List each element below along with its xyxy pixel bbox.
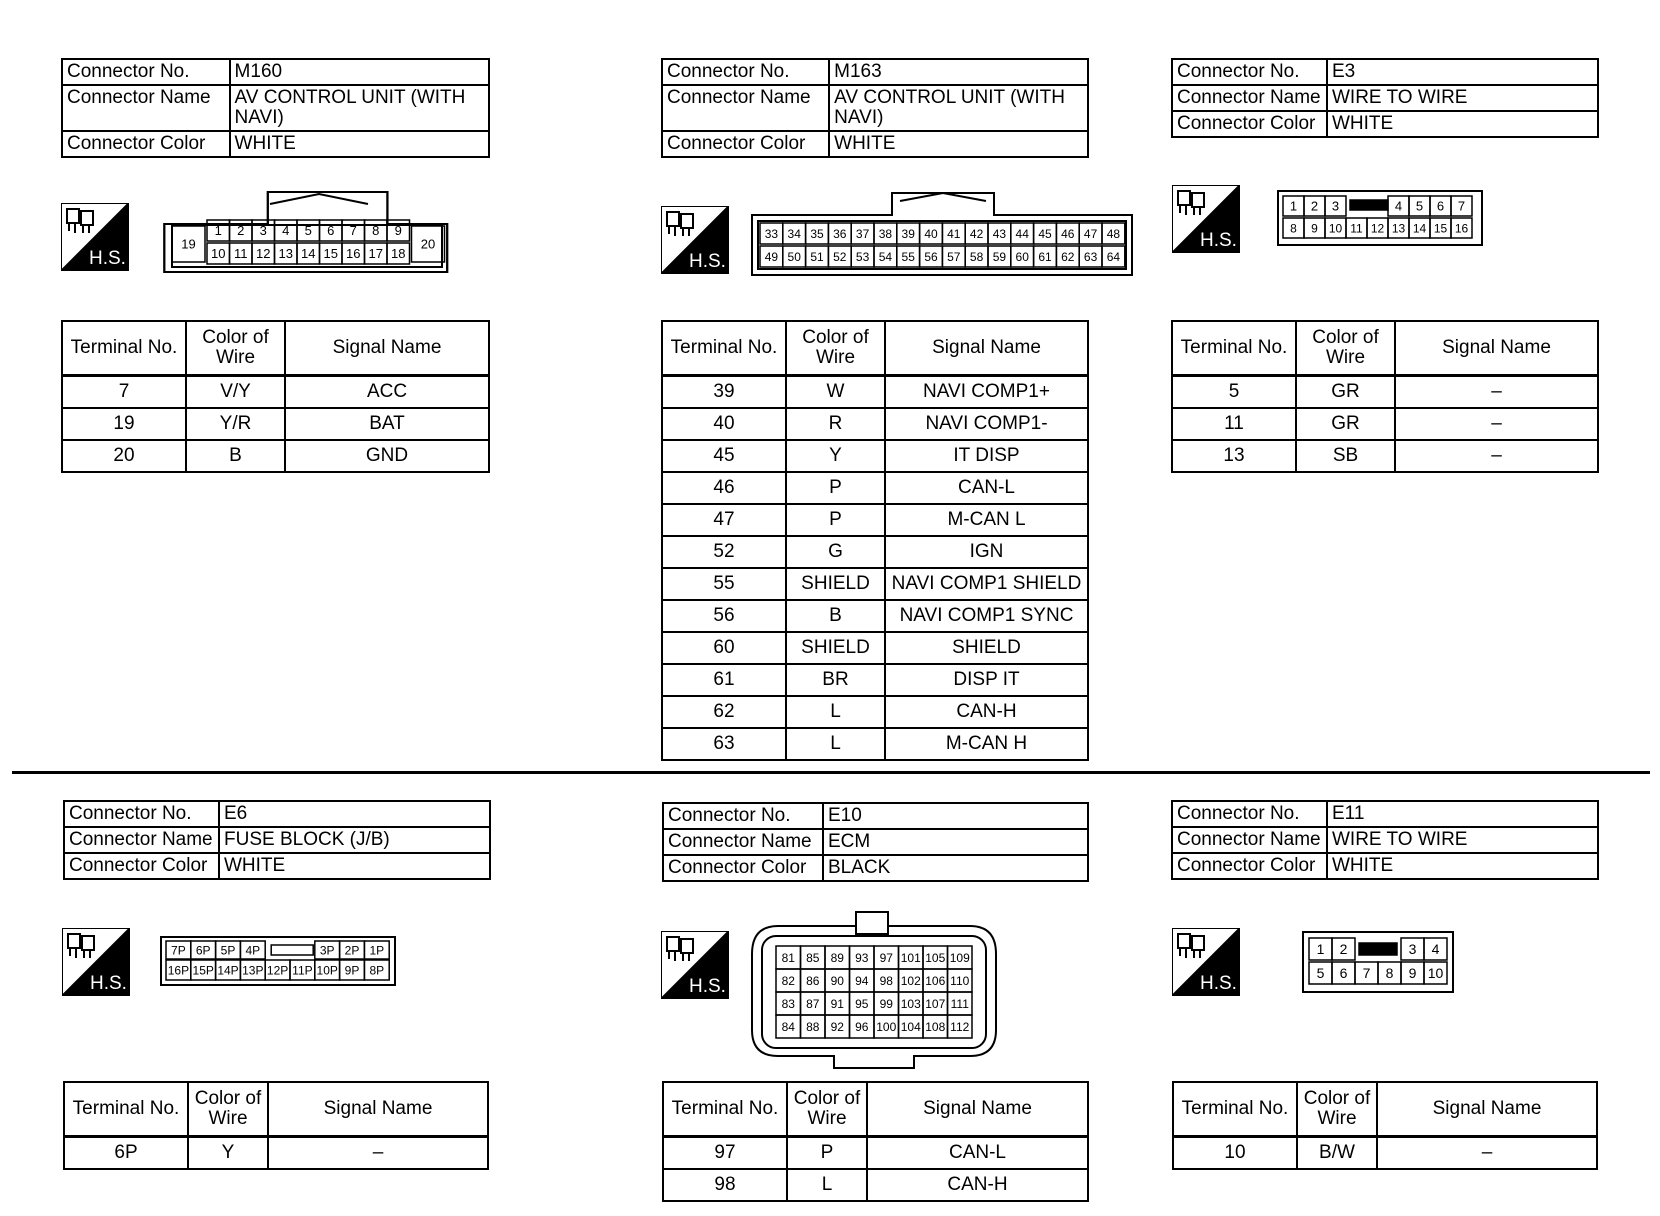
pin-label: 6 <box>1436 198 1445 214</box>
pin-label: 9 <box>394 223 402 239</box>
table-row: 7 V/Y ACC <box>62 376 489 409</box>
pin-label: 101 <box>900 950 921 965</box>
pin-label: 15 <box>323 246 338 262</box>
table-row: 62 L CAN-H <box>662 696 1088 728</box>
pin-label: 94 <box>855 973 869 988</box>
pin-label: 19 <box>181 236 196 252</box>
terminal-table-m163 <box>661 320 1089 761</box>
pin-label: 112 <box>950 1019 970 1034</box>
table-row: 55 SHIELD NAVI COMP1 SHIELD <box>662 568 1088 600</box>
pin-label: 88 <box>806 1019 820 1034</box>
pin-label: 43 <box>992 226 1007 241</box>
connector-color-label: Connector Color <box>62 131 230 157</box>
terminal-table-e11 <box>1172 1081 1598 1170</box>
connector-info-e10 <box>662 802 1089 882</box>
pin-label: 16P <box>167 963 190 978</box>
terminal-no-header: Terminal No. <box>1173 1082 1297 1137</box>
terminal-table-e10 <box>662 1081 1089 1202</box>
pin-label: 105 <box>925 950 946 965</box>
pin-label: 8P <box>369 963 385 978</box>
table-row: 47 P M-CAN L <box>662 504 1088 536</box>
signal-name-header: Signal Name <box>1377 1082 1597 1137</box>
pin-label: 99 <box>879 996 893 1011</box>
pin-label: 61 <box>1038 249 1052 264</box>
pin-label: 5P <box>220 943 236 958</box>
pin-label: 96 <box>855 1019 869 1034</box>
table-row: 46 P CAN-L <box>662 472 1088 504</box>
connector-name-value: ECM <box>823 829 1088 855</box>
pin-label: 7 <box>349 223 357 239</box>
connector-no-label: Connector No. <box>1172 801 1327 827</box>
terminal-table-m160 <box>61 320 490 473</box>
pin-label: 81 <box>781 950 795 965</box>
pin-label: 1 <box>1289 198 1298 214</box>
table-row: 56 B NAVI COMP1 SYNC <box>662 600 1088 632</box>
pin-label: 56 <box>924 249 938 264</box>
pin-label: 92 <box>830 1019 844 1034</box>
pin-label: 106 <box>925 973 946 988</box>
connector-face-m160 <box>162 190 452 275</box>
table-row: 13 SB – <box>1172 440 1598 472</box>
pin-label: 15 <box>1433 221 1448 236</box>
pin-label: 93 <box>855 950 869 965</box>
connector-color-value: BLACK <box>823 855 1088 881</box>
pin-label: 4P <box>245 943 261 958</box>
pin-label: 82 <box>781 973 795 988</box>
pin-label: 49 <box>764 249 779 264</box>
connector-no-label: Connector No. <box>662 59 829 85</box>
pin-label: 100 <box>876 1019 897 1034</box>
signal-name-header: Signal Name <box>885 321 1088 376</box>
table-row: 97 P CAN-L <box>663 1137 1088 1170</box>
pin-label: 10P <box>316 963 338 978</box>
pin-label: 12P <box>266 963 289 978</box>
pin-label: 104 <box>900 1019 921 1034</box>
connector-key <box>271 945 313 955</box>
connector-name-label: Connector Name <box>662 85 829 131</box>
pin-label: 14 <box>301 246 316 262</box>
connector-name-value: WIRE TO WIRE <box>1327 827 1598 853</box>
connector-info-e11 <box>1171 800 1599 880</box>
connector-face-e10 <box>748 910 1000 1070</box>
connector-name-value: AV CONTROL UNIT (WITH NAVI) <box>230 85 489 131</box>
connector-color-label: Connector Color <box>1172 853 1327 879</box>
table-row: 5 GR – <box>1172 376 1598 409</box>
pin-label: 54 <box>878 249 893 264</box>
pin-label: 6 <box>327 223 335 239</box>
terminal-no-header: Terminal No. <box>663 1082 787 1137</box>
pin-label: 8 <box>372 223 380 239</box>
pin-label: 48 <box>1106 226 1121 241</box>
connector-color-label: Connector Color <box>64 853 219 879</box>
table-row: 39 W NAVI COMP1+ <box>662 376 1088 409</box>
connector-no-value: M160 <box>230 59 489 85</box>
pin-label: 51 <box>810 249 824 264</box>
connector-no-label: Connector No. <box>1172 59 1327 85</box>
connector-name-value: AV CONTROL UNIT (WITH NAVI) <box>829 85 1088 131</box>
pin-label: 2 <box>237 223 245 239</box>
connector-no-label: Connector No. <box>62 59 230 85</box>
wire-color-header: Color of Wire <box>787 1082 867 1137</box>
pin-label: 55 <box>901 249 915 264</box>
table-row: 45 Y IT DISP <box>662 440 1088 472</box>
connector-key <box>1350 200 1388 210</box>
pin-label: 7P <box>171 943 186 958</box>
signal-name-header: Signal Name <box>1395 321 1598 376</box>
harness-side-icon <box>661 931 729 999</box>
pin-label: 1P <box>369 943 385 958</box>
pin-label: 16 <box>1454 221 1469 236</box>
harness-side-icon <box>62 928 130 996</box>
connector-name-label: Connector Name <box>1172 85 1327 111</box>
pin-label: 6P <box>195 943 211 958</box>
connector-no-label: Connector No. <box>663 803 823 829</box>
pin-label: 3 <box>1408 941 1417 958</box>
signal-name-header: Signal Name <box>867 1082 1088 1137</box>
table-row: 60 SHIELD SHIELD <box>662 632 1088 664</box>
connector-info-m163 <box>661 58 1089 158</box>
wire-color-header: Color of Wire <box>186 321 285 376</box>
connector-color-value: WHITE <box>1327 111 1598 137</box>
pin-label: 6 <box>1339 965 1348 982</box>
pin-label: 11 <box>234 246 248 262</box>
pin-label: 34 <box>787 226 801 241</box>
pin-label: 59 <box>992 249 1007 264</box>
pin-label: 2P <box>344 943 360 958</box>
connector-name-label: Connector Name <box>62 85 230 131</box>
connector-name-label: Connector Name <box>663 829 823 855</box>
pin-label: 38 <box>878 226 893 241</box>
pin-label: 90 <box>830 973 844 988</box>
pin-label: 62 <box>1061 249 1075 264</box>
pin-label: 3 <box>1331 198 1340 214</box>
pin-label: 3 <box>259 223 267 239</box>
section-divider <box>12 771 1650 774</box>
pin-label: 12 <box>256 246 271 262</box>
connector-color-label: Connector Color <box>1172 111 1327 137</box>
connector-face-e3 <box>1277 190 1483 246</box>
pin-label: 15P <box>192 963 214 978</box>
pin-label: 1 <box>214 223 222 239</box>
table-row: 40 R NAVI COMP1- <box>662 408 1088 440</box>
pin-label: 39 <box>901 226 915 241</box>
pin-label: 5 <box>1316 965 1325 982</box>
pin-label: 2 <box>1339 941 1348 958</box>
terminal-no-header: Terminal No. <box>64 1082 188 1137</box>
table-row: 20 B GND <box>62 440 489 472</box>
connector-face-e6 <box>160 936 396 986</box>
connector-color-label: Connector Color <box>662 131 829 157</box>
pin-label: 42 <box>969 226 984 241</box>
table-row: 98 L CAN-H <box>663 1169 1088 1201</box>
svg-text:H.S.: H.S. <box>89 248 126 269</box>
connector-color-value: WHITE <box>829 131 1088 157</box>
pin-label: 83 <box>781 996 795 1011</box>
connector-no-value: M163 <box>829 59 1088 85</box>
pin-label: 10 <box>1328 221 1343 236</box>
pin-label: 10 <box>1427 965 1444 982</box>
terminal-table-e3 <box>1171 320 1599 473</box>
table-row: 6P Y – <box>64 1137 488 1170</box>
connector-name-label: Connector Name <box>64 827 219 853</box>
pin-label: 9 <box>1311 221 1318 236</box>
pin-label: 4 <box>1394 198 1403 214</box>
pin-label: 33 <box>764 226 779 241</box>
pin-label: 3P <box>319 943 335 958</box>
pin-label: 18 <box>391 246 406 262</box>
connector-color-value: WHITE <box>219 853 490 879</box>
pin-label: 109 <box>949 950 970 965</box>
pin-label: 108 <box>925 1019 946 1034</box>
connector-no-value: E10 <box>823 803 1088 829</box>
pin-label: 102 <box>900 973 921 988</box>
pin-label: 14 <box>1412 221 1427 236</box>
terminal-no-header: Terminal No. <box>662 321 786 376</box>
pin-label: 13 <box>1391 221 1406 236</box>
harness-side-icon <box>1172 928 1240 996</box>
pin-label: 91 <box>830 996 844 1011</box>
svg-text:H.S.: H.S. <box>1200 230 1237 251</box>
pin-label: 107 <box>925 996 946 1011</box>
harness-side-icon <box>661 206 729 274</box>
connector-color-value: WHITE <box>230 131 489 157</box>
connector-name-value: WIRE TO WIRE <box>1327 85 1598 111</box>
pin-label: 4 <box>1431 941 1440 958</box>
pin-label: 85 <box>806 950 820 965</box>
harness-side-icon <box>61 203 129 271</box>
pin-label: 16 <box>346 246 361 262</box>
pin-label: 64 <box>1106 249 1121 264</box>
connector-info-m160 <box>61 58 490 158</box>
svg-text:H.S.: H.S. <box>1200 973 1237 994</box>
pin-label: 8 <box>1290 221 1297 236</box>
wire-color-header: Color of Wire <box>188 1082 268 1137</box>
pin-label: 95 <box>855 996 869 1011</box>
pin-label: 11 <box>1350 221 1363 236</box>
connector-face-e11 <box>1302 931 1454 993</box>
pin-label: 7 <box>1362 965 1371 982</box>
pin-label: 13 <box>278 246 293 262</box>
connector-no-value: E3 <box>1327 59 1598 85</box>
pin-label: 45 <box>1038 226 1052 241</box>
pin-label: 87 <box>806 996 820 1011</box>
pin-label: 44 <box>1015 226 1029 241</box>
pin-label: 11P <box>292 963 313 978</box>
pin-label: 4 <box>282 223 290 239</box>
pin-label: 12 <box>1370 221 1385 236</box>
pin-label: 46 <box>1061 226 1075 241</box>
pin-label: 63 <box>1083 249 1098 264</box>
pin-label: 40 <box>924 226 938 241</box>
wire-color-header: Color of Wire <box>1297 1082 1377 1137</box>
pin-label: 50 <box>787 249 801 264</box>
harness-side-icon <box>1172 185 1240 253</box>
pin-label: 10 <box>211 246 226 262</box>
connector-no-value: E6 <box>219 801 490 827</box>
pin-label: 97 <box>879 950 893 965</box>
pin-label: 13P <box>242 963 264 978</box>
pin-label: 52 <box>833 249 847 264</box>
wire-color-header: Color of Wire <box>786 321 885 376</box>
connector-info-e3 <box>1171 58 1599 138</box>
svg-text:H.S.: H.S. <box>90 973 127 994</box>
terminal-no-header: Terminal No. <box>62 321 186 376</box>
pin-label: 89 <box>830 950 844 965</box>
pin-label: 5 <box>304 223 312 239</box>
pin-label: 1 <box>1316 941 1325 958</box>
table-row: 11 GR – <box>1172 408 1598 440</box>
pin-label: 84 <box>781 1019 795 1034</box>
table-row: 63 L M-CAN H <box>662 728 1088 760</box>
table-row: 61 BR DISP IT <box>662 664 1088 696</box>
terminal-no-header: Terminal No. <box>1172 321 1296 376</box>
pin-label: 37 <box>855 226 870 241</box>
pin-label: 36 <box>833 226 847 241</box>
connector-no-value: E11 <box>1327 801 1598 827</box>
terminal-table-e6 <box>63 1081 489 1170</box>
pin-label: 2 <box>1310 198 1319 214</box>
connector-face-m163 <box>750 191 1134 277</box>
pin-label: 53 <box>855 249 870 264</box>
pin-label: 8 <box>1385 965 1394 982</box>
svg-text:H.S.: H.S. <box>689 251 726 272</box>
connector-color-value: WHITE <box>1327 853 1598 879</box>
connector-name-label: Connector Name <box>1172 827 1327 853</box>
svg-text:H.S.: H.S. <box>689 976 726 997</box>
table-row: 52 G IGN <box>662 536 1088 568</box>
pin-label: 17 <box>368 246 383 262</box>
pin-label: 14P <box>217 963 239 978</box>
pin-label: 47 <box>1083 226 1098 241</box>
table-row: 19 Y/R BAT <box>62 408 489 440</box>
pin-label: 110 <box>950 973 970 988</box>
pin-label: 60 <box>1015 249 1029 264</box>
signal-name-header: Signal Name <box>268 1082 488 1137</box>
pin-label: 58 <box>969 249 984 264</box>
pin-label: 111 <box>950 996 969 1011</box>
pin-label: 9 <box>1408 965 1417 982</box>
wire-color-header: Color of Wire <box>1296 321 1395 376</box>
pin-label: 7 <box>1457 198 1466 214</box>
pin-label: 5 <box>1415 198 1424 214</box>
table-row: 10 B/W – <box>1173 1137 1597 1170</box>
pin-label: 57 <box>947 249 961 264</box>
pin-label: 9P <box>344 963 360 978</box>
pin-label: 86 <box>806 973 820 988</box>
pin-label: 41 <box>947 226 961 241</box>
pin-label: 103 <box>900 996 921 1011</box>
pin-label: 98 <box>879 973 893 988</box>
connector-info-e6 <box>63 800 491 880</box>
connector-no-label: Connector No. <box>64 801 219 827</box>
signal-name-header: Signal Name <box>285 321 489 376</box>
pin-label: 20 <box>420 236 436 252</box>
connector-name-value: FUSE BLOCK (J/B) <box>219 827 490 853</box>
pin-label: 35 <box>810 226 824 241</box>
connector-key <box>1359 943 1397 955</box>
connector-color-label: Connector Color <box>663 855 823 881</box>
